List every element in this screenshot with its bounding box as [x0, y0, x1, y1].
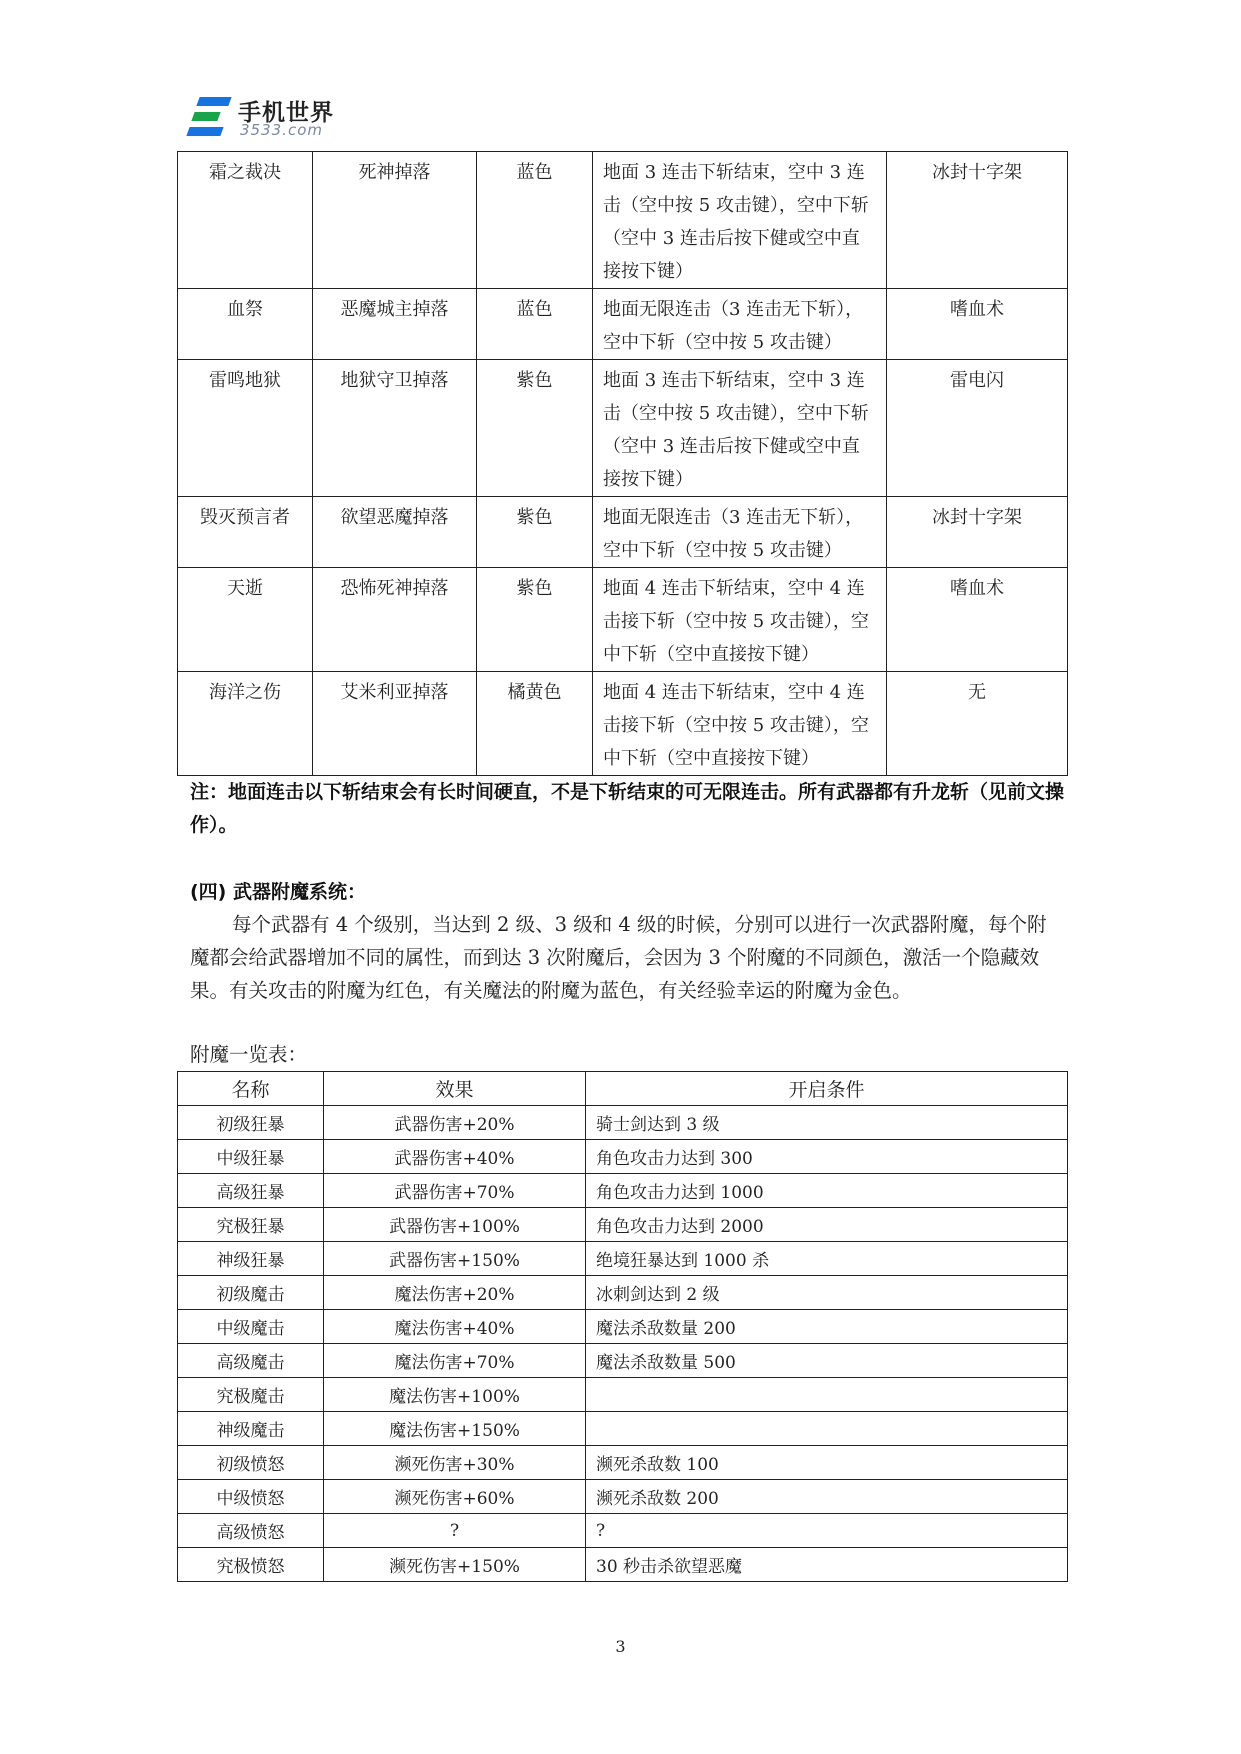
- enchant-condition: 绝境狂暴达到 1000 杀: [586, 1242, 1068, 1276]
- weapon-color: 橘黄色: [477, 672, 593, 776]
- table-row: [178, 1344, 1068, 1378]
- enchant-condition: 骑士剑达到 3 级: [586, 1106, 1068, 1140]
- weapon-source: 欲望恶魔掉落: [313, 497, 477, 568]
- enchant-condition: 角色攻击力达到 300: [586, 1140, 1068, 1174]
- weapon-skill: 嗜血术: [887, 568, 1068, 672]
- weapon-name: 毁灭预言者: [178, 497, 313, 568]
- enchant-condition: 冰刺剑达到 2 级: [586, 1276, 1068, 1310]
- enchant-effect: 魔法伤害+20%: [324, 1276, 586, 1310]
- enchant-name: 初级愤怒: [178, 1446, 324, 1480]
- header-name: 名称: [178, 1072, 324, 1106]
- table-row: [178, 1378, 1068, 1412]
- enchant-name: 高级愤怒: [178, 1514, 324, 1548]
- enchant-effect: 武器伤害+40%: [324, 1140, 586, 1174]
- weapon-name: 海洋之伤: [178, 672, 313, 776]
- table-row: [178, 1548, 1068, 1582]
- weapon-combo: 地面无限连击（3 连击无下斩），空中下斩（空中按 5 攻击键）: [593, 289, 887, 360]
- section-title: (四) 武器附魔系统：: [190, 881, 366, 903]
- weapon-skill: 冰封十字架: [887, 497, 1068, 568]
- enchant-effect: 魔法伤害+100%: [324, 1378, 586, 1412]
- weapon-source: 恶魔城主掉落: [313, 289, 477, 360]
- enchant-effect: 濒死伤害+150%: [324, 1548, 586, 1582]
- note-text: 注：地面连击以下斩结束会有长时间硬直，不是下斩结束的可无限连击。所有武器都有升龙斩（见前文操作）。: [190, 781, 1065, 836]
- weapon-combo: 地面 3 连击下斩结束，空中 3 连击（空中按 5 攻击键），空中下斩（空中 3 连击后按下健或空中直接按下键）: [593, 360, 887, 497]
- weapon-name: 天逝: [178, 568, 313, 672]
- weapon-source: 艾米利亚掉落: [313, 672, 477, 776]
- weapon-skill: 雷电闪: [887, 360, 1068, 497]
- enchant-name: 高级魔击: [178, 1344, 324, 1378]
- list-title: 附魔一览表：: [190, 1043, 308, 1066]
- table-row: [178, 1412, 1068, 1446]
- table-header-row: [178, 1072, 1068, 1106]
- weapon-color: 紫色: [477, 568, 593, 672]
- weapon-skill: 嗜血术: [887, 289, 1068, 360]
- enchant-effect: 魔法伤害+40%: [324, 1310, 586, 1344]
- enchant-condition: 角色攻击力达到 1000: [586, 1174, 1068, 1208]
- table-row: [178, 1106, 1068, 1140]
- enchant-effect: 魔法伤害+70%: [324, 1344, 586, 1378]
- enchant-name: 究极魔击: [178, 1378, 324, 1412]
- enchant-name: 神级魔击: [178, 1412, 324, 1446]
- table-row: [178, 1242, 1068, 1276]
- logo-text: 手机世界: [238, 100, 334, 126]
- weapons-table: [177, 151, 1068, 776]
- weapon-name: 血祭: [178, 289, 313, 360]
- weapon-combo: 地面无限连击（3 连击无下斩），空中下斩（空中按 5 攻击键）: [593, 497, 887, 568]
- enchant-condition: ?: [586, 1514, 1068, 1548]
- enchant-effect: 魔法伤害+150%: [324, 1412, 586, 1446]
- enchant-effect: 濒死伤害+60%: [324, 1480, 586, 1514]
- enchant-condition: 角色攻击力达到 2000: [586, 1208, 1068, 1242]
- table-row: [178, 1310, 1068, 1344]
- table-row: [178, 497, 1068, 568]
- page-number: 3: [615, 1637, 626, 1656]
- enchant-effect: 武器伤害+20%: [324, 1106, 586, 1140]
- weapon-color: 蓝色: [477, 289, 593, 360]
- site-logo: [188, 94, 348, 140]
- header-effect: 效果: [324, 1072, 586, 1106]
- table-row: [178, 289, 1068, 360]
- weapon-color: 紫色: [477, 360, 593, 497]
- enchant-condition: 濒死杀敌数 100: [586, 1446, 1068, 1480]
- enchant-name: 高级狂暴: [178, 1174, 324, 1208]
- enchant-name: 中级狂暴: [178, 1140, 324, 1174]
- enchant-effect: 武器伤害+150%: [324, 1242, 586, 1276]
- enchant-condition: [586, 1412, 1068, 1446]
- table-row: [178, 672, 1068, 776]
- enchant-name: 究极愤怒: [178, 1548, 324, 1582]
- table-row: [178, 1276, 1068, 1310]
- enchant-effect: 濒死伤害+30%: [324, 1446, 586, 1480]
- enchant-effect: 武器伤害+100%: [324, 1208, 586, 1242]
- table-row: [178, 152, 1068, 289]
- table-row: [178, 360, 1068, 497]
- enchant-condition: 30 秒击杀欲望恶魔: [586, 1548, 1068, 1582]
- enchant-name: 初级魔击: [178, 1276, 324, 1310]
- weapon-name: 霜之裁决: [178, 152, 313, 289]
- section-paragraph: 每个武器有 4 个级别，当达到 2 级、3 级和 4 级的时候，分别可以进行一次武器附魔，每个附魔都会给武器增加不同的属性，而到达 3 次附魔后，会因为 3 个附魔的不同颜色，激活一个隐藏效果。有关攻击的附魔为红色，有关魔法的附魔为蓝色，有关经验幸运的附魔为金色。: [190, 913, 1047, 1002]
- enchant-condition: 魔法杀敌数量 200: [586, 1310, 1068, 1344]
- table-row: [178, 1174, 1068, 1208]
- enchant-name: 中级愤怒: [178, 1480, 324, 1514]
- enchant-effect: ?: [324, 1514, 586, 1548]
- enchant-condition: 魔法杀敌数量 500: [586, 1344, 1068, 1378]
- logo-icon: [188, 97, 232, 137]
- weapon-source: 死神掉落: [313, 152, 477, 289]
- table-row: [178, 1208, 1068, 1242]
- table-row: [178, 1446, 1068, 1480]
- enchant-name: 究极狂暴: [178, 1208, 324, 1242]
- weapon-name: 雷鸣地狱: [178, 360, 313, 497]
- enchant-name: 神级狂暴: [178, 1242, 324, 1276]
- table-row: [178, 1140, 1068, 1174]
- enchant-table: [177, 1071, 1068, 1582]
- weapon-combo: 地面 4 连击下斩结束，空中 4 连击接下斩（空中按 5 攻击键），空中下斩（空中直接按下键）: [593, 568, 887, 672]
- weapon-combo: 地面 3 连击下斩结束，空中 3 连击（空中按 5 攻击键），空中下斩（空中 3 连击后按下健或空中直接按下键）: [593, 152, 887, 289]
- table-row: [178, 568, 1068, 672]
- logo-subtext: 3533.com: [240, 121, 323, 139]
- header-condition: 开启条件: [586, 1072, 1068, 1106]
- enchant-name: 初级狂暴: [178, 1106, 324, 1140]
- weapon-combo: 地面 4 连击下斩结束，空中 4 连击接下斩（空中按 5 攻击键），空中下斩（空中直接按下键）: [593, 672, 887, 776]
- weapon-skill: 无: [887, 672, 1068, 776]
- weapon-color: 紫色: [477, 497, 593, 568]
- weapon-source: 地狱守卫掉落: [313, 360, 477, 497]
- enchant-effect: 武器伤害+70%: [324, 1174, 586, 1208]
- table-row: [178, 1514, 1068, 1548]
- weapon-color: 蓝色: [477, 152, 593, 289]
- enchant-name: 中级魔击: [178, 1310, 324, 1344]
- weapon-skill: 冰封十字架: [887, 152, 1068, 289]
- table-row: [178, 1480, 1068, 1514]
- enchant-condition: 濒死杀敌数 200: [586, 1480, 1068, 1514]
- enchant-condition: [586, 1378, 1068, 1412]
- weapon-source: 恐怖死神掉落: [313, 568, 477, 672]
